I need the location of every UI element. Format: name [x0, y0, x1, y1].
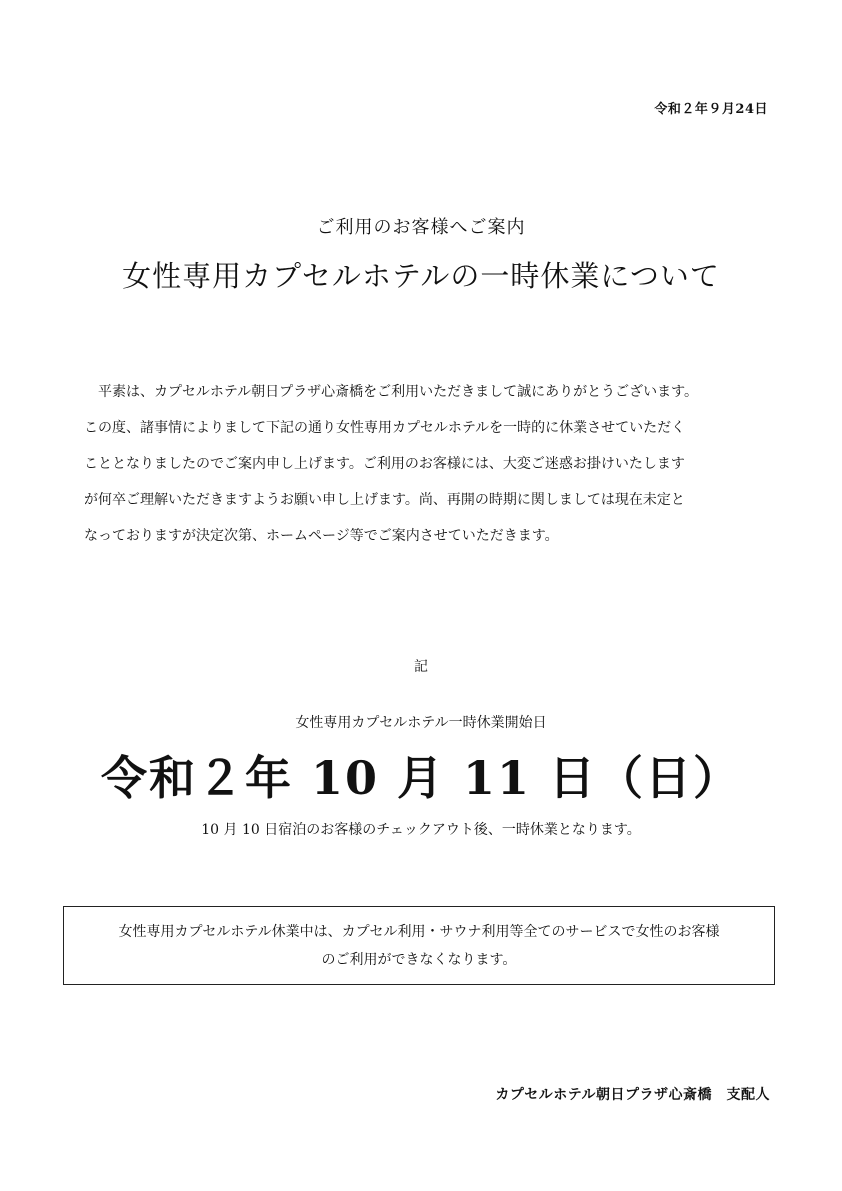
body-line: こととなりましたのでご案内申し上げます。ご利用のお客様には、大変ご迷惑お掛けいたします [84, 456, 685, 472]
body-line: 平素は、カプセルホテル朝日プラザ心斎橋をご利用いただきまして誠にありがとうございます。 [98, 384, 699, 400]
document-subtitle: ご利用のお客様へご案内 [316, 217, 526, 238]
notice-line: 女性専用カプセルホテル休業中は、カプセル利用・サウナ利用等全てのサービスで女性のお客様 [118, 924, 720, 940]
document-date: 令和２年９月24日 [654, 102, 768, 117]
body-line: なっておりますが決定次第、ホームページ等でご案内させていただきます。 [84, 528, 559, 544]
checkout-note: 10 月 10 日宿泊のお客様のチェックアウト後、一時休業となります。 [201, 822, 641, 838]
closure-start-date: 令和２年 10 月 11 日（日） [100, 751, 742, 805]
notice-box [63, 906, 775, 985]
ki-heading: 記 [414, 659, 428, 675]
body-paragraph [84, 374, 774, 554]
signature: カプセルホテル朝日プラザ心斎橋 支配人 [495, 1087, 770, 1103]
notice-line: のご利用ができなくなります。 [321, 952, 517, 968]
document-title: 女性専用カプセルホテルの一時休業について [122, 259, 720, 293]
body-line: が何卒ご理解いただきますようお願い申し上げます。尚、再開の時期に関しましては現在未定と [84, 492, 685, 508]
body-line: この度、諸事情によりまして下記の通り女性専用カプセルホテルを一時的に休業させていただく [84, 420, 686, 436]
closure-start-label: 女性専用カプセルホテル一時休業開始日 [295, 715, 547, 731]
